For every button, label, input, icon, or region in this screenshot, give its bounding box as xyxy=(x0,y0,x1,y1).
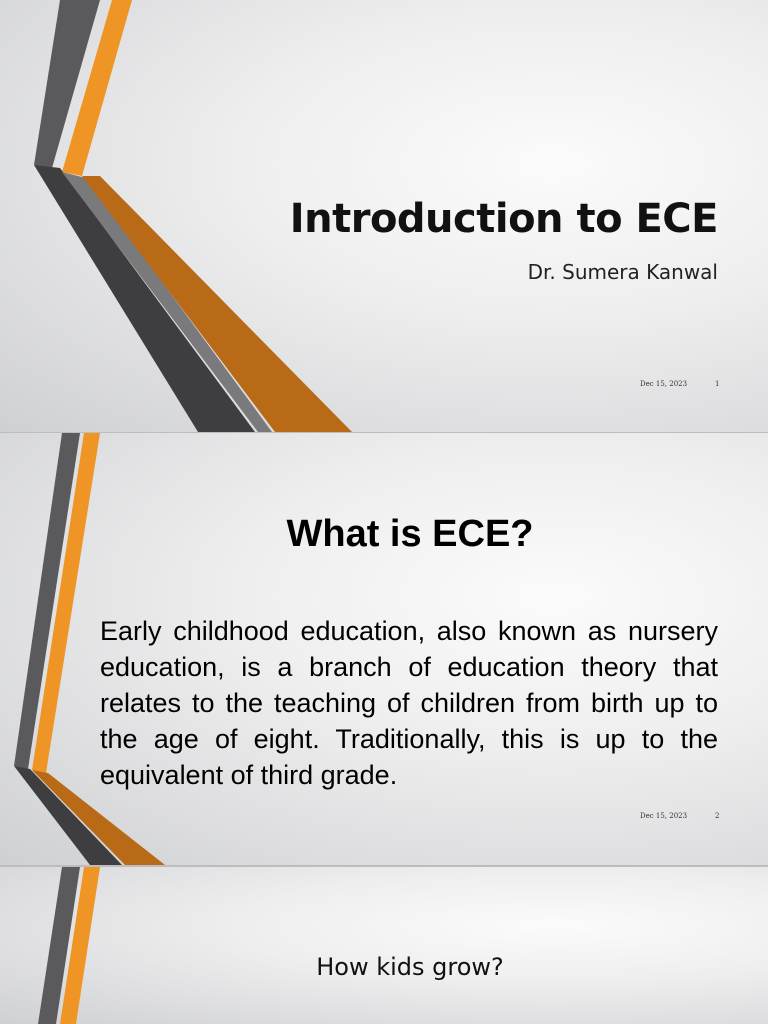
slide-1 xyxy=(0,0,768,432)
slide-number: 1 xyxy=(715,380,720,388)
slide-title: What is ECE? xyxy=(286,513,534,555)
slide-title: Introduction to ECE xyxy=(289,196,718,242)
slide-number: 2 xyxy=(715,812,720,820)
slide-2 xyxy=(0,433,768,865)
slide-3 xyxy=(0,867,768,1024)
slide-decoration xyxy=(0,867,768,1024)
slide-subtitle: Dr. Sumera Kanwal xyxy=(527,260,718,284)
slide-date: Dec 15, 2023 xyxy=(640,380,688,388)
slide-body-text: Early childhood education, also known as nursery education, is a branch of education theory that relates to the teaching of children from birth up to the age of eight. Traditionally, this is up to the equivalent of third grade. xyxy=(100,616,718,790)
slide-title: How kids grow? xyxy=(316,953,504,981)
slide-date: Dec 15, 2023 xyxy=(640,812,688,820)
